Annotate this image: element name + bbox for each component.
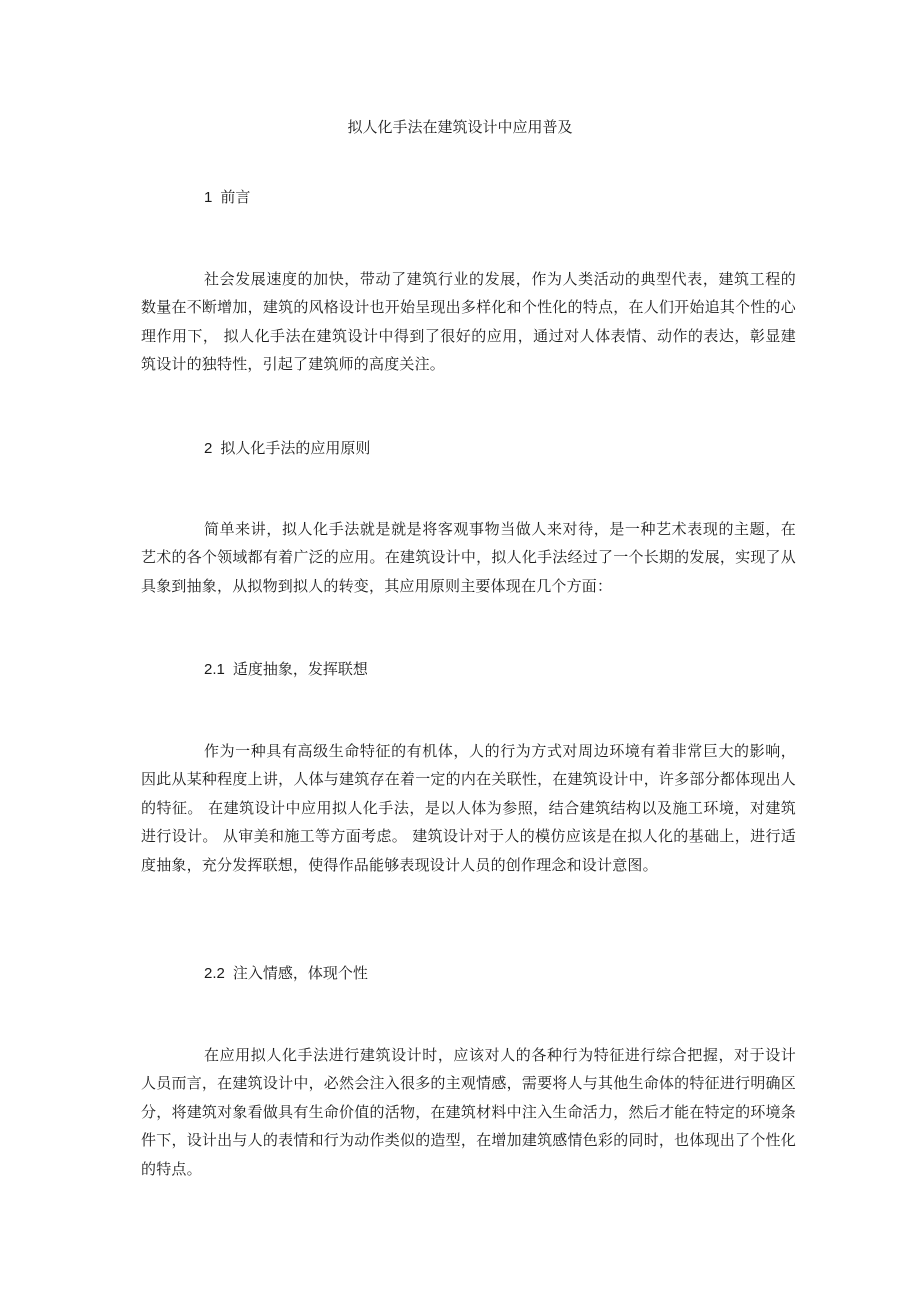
section-heading-1 <box>204 187 250 208</box>
section-number: 2.1 <box>204 661 225 678</box>
section-number: 1 <box>204 189 213 206</box>
page-title: 拟人化手法在建筑设计中应用普及 <box>347 118 573 136</box>
section-heading-text: 拟人化手法的应用原则 <box>220 439 371 457</box>
section-number: 2 <box>204 440 213 457</box>
section-number: 2.2 <box>204 965 225 982</box>
section-heading-text: 适度抽象，发挥联想 <box>232 660 368 678</box>
section-heading-text: 前言 <box>220 188 251 206</box>
section-paragraph-2-1: 作为一种具有高级生命特征的有机体，人的行为方式对周边环境有着非常巨大的影响，因此从某种程度上讲，人体与建筑存在着一定的内在关联性，在建筑设计中，许多部分都体现出人的特征。 在建筑设计中应用拟人化手法，是以人体为参照，结合建筑结构以及施工环境，对建筑进行设计。 从审美和施工等方面考虑。 建筑设计对于人的模仿应该是在拟人化的基础上，进行适度抽象，充分发挥联想，使得作品能够表现设计人员的创作理念和设计意图。 <box>141 742 796 874</box>
section-heading-text: 注入情感，体现个性 <box>232 964 368 982</box>
section-paragraph-1: 社会发展速度的加快，带动了建筑行业的发展，作为人类活动的典型代表，建筑工程的数量在不断增加，建筑的风格设计也开始呈现出多样化和个性化的特点，在人们开始追其个性的心理作用下， 拟人化手法在建筑设计中得到了很好的应用，通过对人体表情、动作的表达，彰显建筑设计的独特性，引起了建筑师的高度关注。 <box>141 270 796 374</box>
section-paragraph-2: 简单来讲，拟人化手法就是就是将客观事物当做人来对待，是一种艺术表现的主题，在艺术的各个领域都有着广泛的应用。在建筑设计中，拟人化手法经过了一个长期的发展，实现了从具象到抽象，从拟物到拟人的转变，其应用原则主要体现在几个方面： <box>141 520 796 595</box>
section-heading-2-1 <box>204 659 368 680</box>
section-heading-2-2 <box>204 963 368 984</box>
section-paragraph-2-2: 在应用拟人化手法进行建筑设计时，应该对人的各种行为特征进行综合把握，对于设计人员而言，在建筑设计中，必然会注入很多的主观情感，需要将人与其他生命体的特征进行明确区分，将建筑对象看做具有生命价值的活物，在建筑材料中注入生命活力，然后才能在特定的环境条件下，设计出与人的表情和行为动作类似的造型，在增加建筑感情色彩的同时，也体现出了个性化的特点。 <box>141 1046 796 1178</box>
section-heading-2 <box>204 438 370 459</box>
